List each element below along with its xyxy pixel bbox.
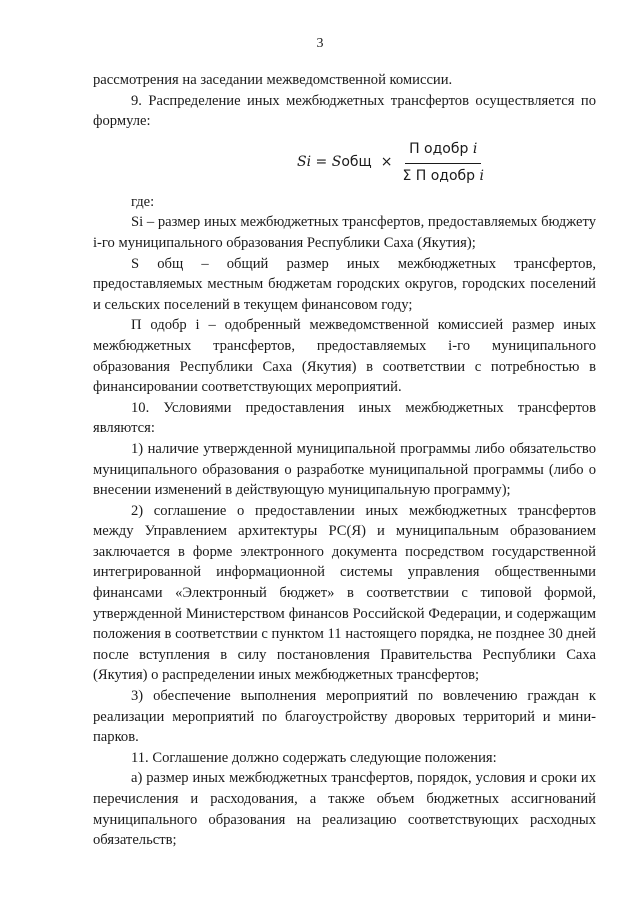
paragraph-where: где:: [131, 193, 155, 210]
formula-equals: =: [315, 154, 328, 171]
paragraph-continuation: рассмотрения на заседании межведомственной комиссии.: [93, 72, 453, 88]
formula-num-var: i: [472, 141, 478, 158]
paragraph-si-definition: Si – размер иных межбюджетных трансфертов, предоставляемых бюджету i-го муниципального образования Республики Саха (Якутия);: [93, 214, 596, 251]
paragraph-clause-10: 10. Условиями предоставления иных межбюджетных трансфертов являются:: [93, 399, 596, 437]
document-body: [93, 70, 596, 851]
formula-si: Si: [297, 154, 312, 171]
paragraph-p-definition: П одобр i – одобренный межведомственной комиссией размер иных межбюджетных трансфертов, предоставляемых i-го муниципального образования Республики Саха (Якутия) в соответствии с потребностью в финансировании соответствующих мероприятий.: [93, 317, 596, 396]
paragraph-condition-3: 3) обеспечение выполнения мероприятий по вовлечению граждан к реализации мероприятий по благоустройству дворовых территорий и мини-парков.: [93, 688, 596, 746]
paragraph-clause-9: 9. Распределение иных межбюджетных трансфертов осуществляется по формуле:: [93, 92, 596, 130]
paragraph-provision-a: а) размер иных межбюджетных трансфертов, порядок, условия и сроки их перечисления и расходования, а также объем бюджетных ассигнований муниципального образования на реализацию соответствующих расходных обязательств;: [93, 770, 596, 849]
formula-times: ×: [380, 154, 393, 171]
formula-den-text: Σ П одобр: [402, 167, 480, 184]
distribution-formula: [93, 134, 596, 192]
paragraph-s-definition: S общ – общий размер иных межбюджетных трансфертов, предоставляемых местным бюджетам городских округов, городских поселений и сельских поселений в текущем финансовом году;: [93, 255, 596, 313]
formula-denominator: [398, 164, 488, 187]
paragraph-condition-2: 2) соглашение о предоставлении иных межбюджетных трансфертов между Управлением архитектуры РС(Я) и муниципальным образованием заключается в форме электронного документа посредством государственной интегрированной информационной системы управления общественными финансами «Электронный бюджет» в соответствии с типовой формой, утвержденной Министерством финансов Российской Федерации, и содержащим положения в соответствии с пунктом 11 настоящего порядка, не позднее 30 дней после вступления в силу постановления Правительства Республики Саха (Якутия) о распределении иных межбюджетных трансфертов;: [93, 502, 596, 684]
formula-den-var: i: [479, 167, 484, 184]
paragraph-condition-1: 1) наличие утвержденной муниципальной программы либо обязательство муниципального образования о разработке муниципальной программы (либо о внесении изменений в действующую муниципальную программу);: [93, 440, 596, 499]
formula-lhs: [297, 152, 372, 173]
page-number: 3: [316, 36, 324, 51]
formula-fraction: [398, 139, 488, 186]
formula-numerator: [405, 139, 481, 164]
paragraph-clause-11: 11. Соглашение должно содержать следующие положения:: [131, 749, 497, 766]
formula-num-text: П одобр: [409, 141, 473, 158]
formula-s: S: [331, 154, 342, 171]
formula-s-sub: общ: [341, 154, 372, 171]
